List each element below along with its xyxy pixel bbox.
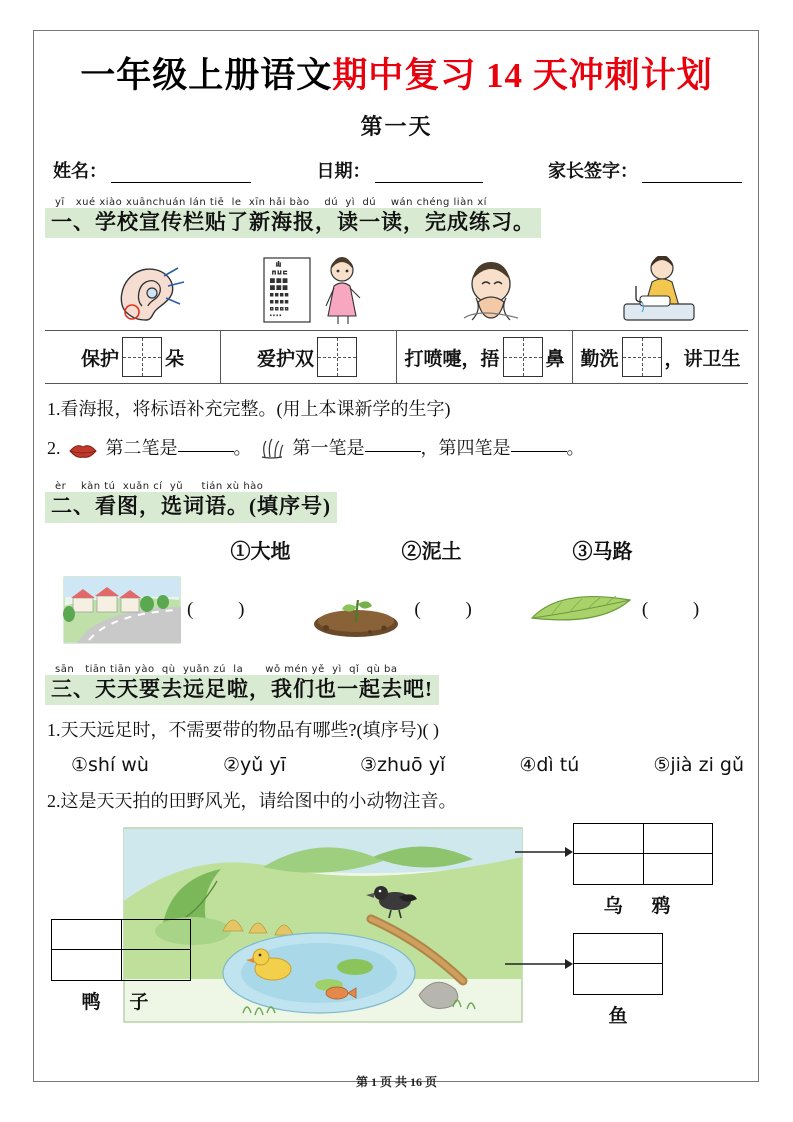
q2-blank-3[interactable] [511, 450, 567, 452]
option-3[interactable]: ③马路 [572, 540, 633, 563]
svg-text:▤ ▤ ▤: ▤ ▤ ▤ [269, 285, 288, 292]
parent-signature-label: 家长签字： [548, 161, 638, 181]
crow-arrow-icon [515, 845, 575, 859]
section-two-options [45, 535, 748, 564]
page-footer: 第 1 页 共 16 页 [355, 1075, 437, 1089]
option-1[interactable]: ①大地 [230, 540, 291, 563]
eye-chart-icon [234, 256, 405, 326]
section-one [45, 197, 748, 238]
sneeze-icon [406, 258, 577, 326]
svg-text:▤ ▤ ▤: ▤ ▤ ▤ [269, 278, 288, 285]
section-one-question-1: 1.看海报，将标语补充完整。(用上本课新学的生字) [47, 399, 451, 420]
duck-label: 鸭 子 [81, 991, 161, 1013]
ear-icon [63, 260, 234, 326]
svg-text:▪ ▪ ▪ ▪: ▪ ▪ ▪ ▪ [269, 292, 289, 299]
date-blank[interactable] [375, 181, 483, 183]
svg-text:⊓ ⊔ ⊏: ⊓ ⊔ ⊏ [271, 270, 288, 277]
parent-signature-field[interactable] [548, 157, 742, 183]
q2-period-1: 。 [233, 438, 252, 459]
hand-icon [259, 437, 285, 467]
q2-hand-text-b: ，第四笔是 [420, 438, 511, 459]
poster-item-1-before: 保护 [80, 348, 119, 370]
crow-pinyin-grid[interactable] [573, 823, 713, 885]
sprout-soil-image [304, 580, 408, 640]
date-field[interactable] [317, 157, 483, 183]
washing-hands-icon [577, 256, 748, 326]
crow-label: 乌 鸦 [603, 895, 683, 917]
poster-item-3-after: 鼻 [545, 348, 565, 370]
name-label: 姓名： [53, 161, 107, 181]
q2-mouth-text: 第二笔是 [105, 438, 178, 459]
svg-text:▪ ▪ ▪ ▪: ▪ ▪ ▪ ▪ [269, 299, 289, 306]
road-houses-image [63, 576, 181, 644]
poster-slogan-row [45, 330, 748, 384]
fish-arrow-icon [505, 957, 575, 971]
poster-item-4[interactable] [573, 331, 748, 383]
poster-item-3-before: 打喷嚏，捂 [404, 348, 500, 370]
section-two-pinyin: èr kàn tú xuǎn cí yǔ tián xù hào [55, 481, 264, 493]
scene-area [45, 823, 748, 1053]
poster-item-4-before: 勤洗 [580, 348, 619, 370]
s3-option-1[interactable]: ①shí wù [71, 753, 149, 776]
mouth-icon [68, 440, 98, 467]
name-field[interactable] [53, 157, 251, 183]
s3-option-3[interactable]: ③zhuō yǐ [359, 753, 446, 776]
q2-hand-text-a: 第一笔是 [292, 438, 365, 459]
poster-item-1-after: 朵 [165, 348, 185, 370]
section-one-pinyin: yī xué xiào xuānchuán lán tiē le xīn hǎi bào dú yì dú wán chéng liàn xí [55, 197, 487, 208]
fish-pinyin-grid[interactable] [573, 933, 663, 995]
s3-option-4[interactable]: ④dì tú [519, 753, 580, 776]
section-three [45, 664, 748, 705]
q2-blank-1[interactable] [178, 450, 234, 452]
answer-mark-3[interactable]: ( ) [641, 598, 720, 620]
section-three-title: 三、天天要去远足啦，我们也一起去吧! [45, 675, 439, 705]
poster-item-3-grid[interactable] [503, 337, 543, 377]
svg-text:山: 山 [275, 262, 281, 269]
q2-number: 2. [47, 438, 61, 459]
poster-item-3[interactable] [397, 331, 573, 383]
duck-pinyin-grid[interactable] [51, 919, 191, 981]
poster-item-2-before: 爱护双 [256, 348, 314, 370]
name-blank[interactable] [111, 181, 251, 183]
s3-option-5[interactable]: ⑤jià zi gǔ [653, 753, 744, 776]
page-title [45, 48, 748, 98]
section-three-pinyin: sān tiān tiān yào qù yuǎn zú la wǒ mén yě yì qǐ qù ba [55, 663, 398, 675]
svg-text:· · · ·: · · · · [269, 313, 282, 320]
poster-item-4-after: ，讲卫生 [664, 348, 741, 370]
section-three-question-1: 1.天天远足时，不需要带的物品有哪些?(填序号)( ) [47, 719, 439, 740]
poster-item-2[interactable] [221, 331, 397, 383]
page-subtitle: 第一天 [360, 114, 433, 139]
q2-blank-2[interactable] [365, 450, 421, 452]
section-two-pictures [45, 570, 748, 650]
answer-mark-2[interactable]: ( ) [414, 598, 492, 620]
poster-item-4-grid[interactable] [622, 337, 662, 377]
date-label: 日期： [316, 161, 371, 181]
svg-text:▫ ▫ ▫ ▫: ▫ ▫ ▫ ▫ [269, 306, 289, 313]
section-two [45, 481, 748, 522]
poster-item-1[interactable] [45, 331, 221, 383]
q2-period-2: 。 [566, 438, 585, 459]
poster-illustrations [45, 248, 748, 384]
parent-signature-blank[interactable] [642, 181, 742, 183]
title-black-part: 一年级上册语文 [80, 56, 333, 95]
section-one-title: 一、学校宣传栏贴了新海报，读一读，完成练习。 [45, 208, 541, 238]
s3-option-2[interactable]: ②yǔ yī [222, 753, 286, 776]
section-three-options [45, 754, 748, 776]
title-red-part: 期中复习 14 天冲刺计划 [332, 56, 713, 95]
leaf-image [526, 584, 636, 636]
student-info-row [45, 157, 748, 183]
option-2[interactable]: ②泥土 [401, 540, 462, 563]
poster-item-1-grid[interactable] [122, 337, 162, 377]
poster-item-2-grid[interactable] [317, 337, 357, 377]
worksheet-content [45, 40, 748, 1053]
answer-mark-1[interactable]: ( ) [187, 598, 265, 620]
section-two-title: 二、看图，选词语。(填序号) [45, 492, 337, 522]
fish-label: 鱼 [608, 1005, 628, 1027]
section-one-question-2 [45, 435, 748, 467]
section-three-question-2: 2.这是天天拍的田野风光，请给图中的小动物注音。 [47, 790, 457, 811]
